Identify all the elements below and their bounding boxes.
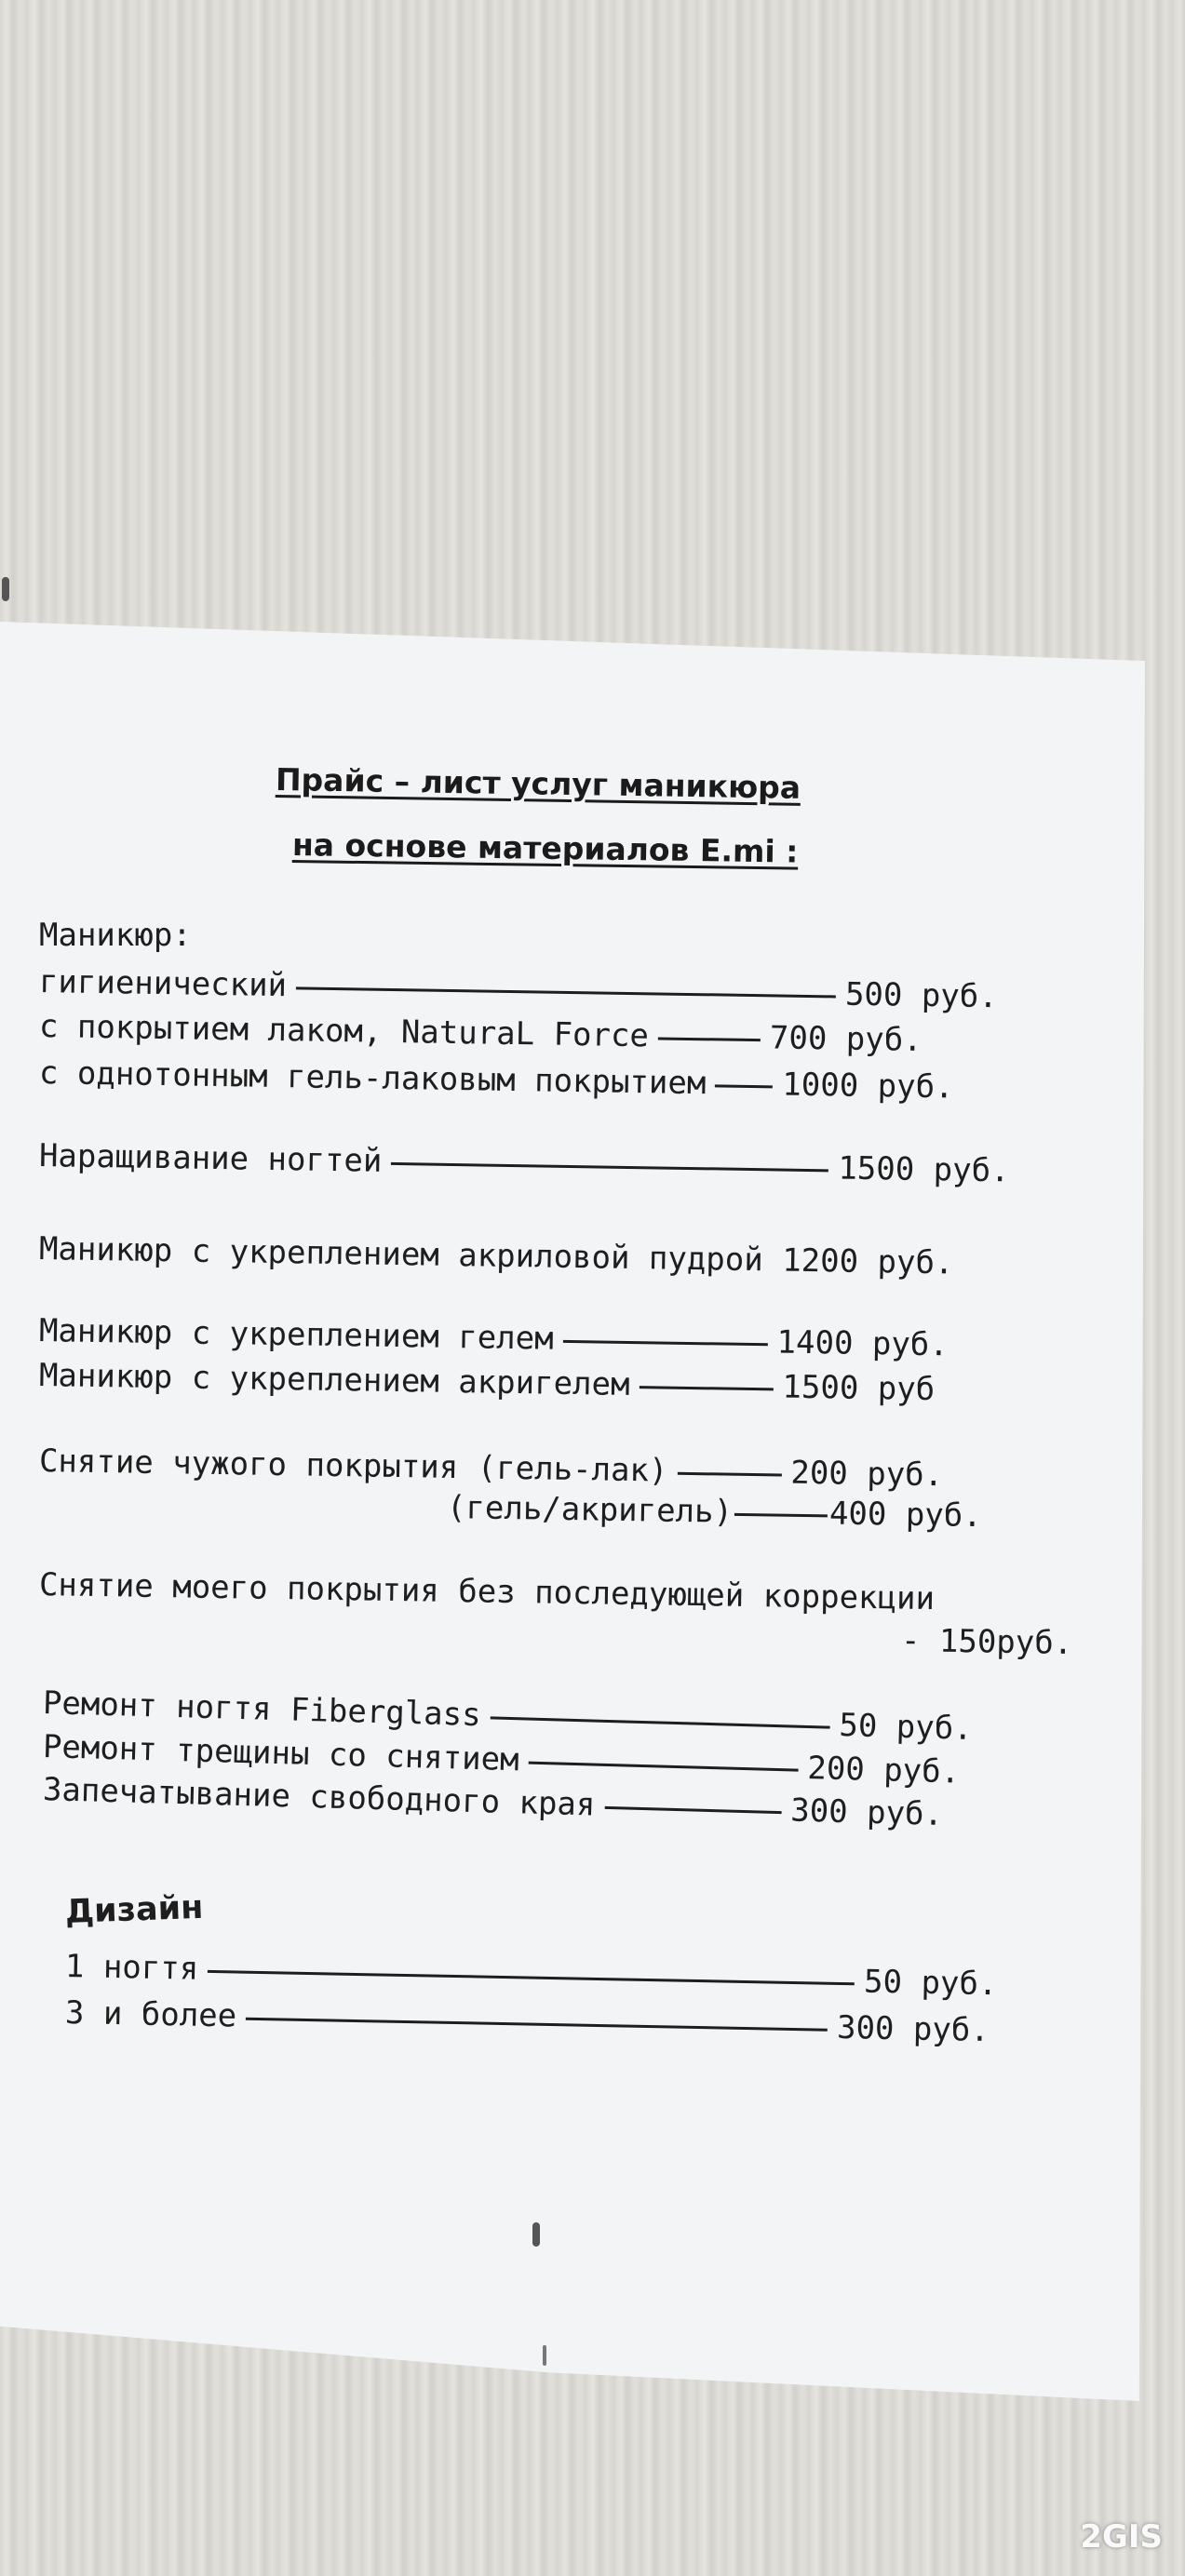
leader-line bbox=[604, 1805, 781, 1813]
leader-line bbox=[246, 2016, 828, 2031]
item-label: Маникюр с укреплением гелем bbox=[38, 1312, 554, 1358]
item-label: Снятие моего покрытия без последующей коррекции bbox=[38, 1566, 936, 1618]
leader-line bbox=[658, 1036, 761, 1041]
leader-line bbox=[208, 1968, 855, 1984]
leader-line bbox=[391, 1161, 828, 1171]
item-price: 300 руб. bbox=[836, 2008, 990, 2050]
item-price: 1000 руб. bbox=[782, 1066, 954, 1107]
item-price: 200 руб. bbox=[790, 1454, 944, 1495]
item-label: 3 и более bbox=[64, 1994, 237, 2035]
item-label: с однотонным гель-лаковым покрытием bbox=[38, 1054, 707, 1103]
item-price: 200 руб. bbox=[806, 1749, 961, 1791]
leader-line bbox=[528, 1760, 798, 1771]
leader-line bbox=[491, 1715, 830, 1728]
item-price: 50 руб. bbox=[863, 1963, 998, 2004]
pin-icon bbox=[2, 577, 9, 601]
item-label: Маникюр с укреплением акриловой пудрой bbox=[38, 1230, 764, 1280]
item-label: Маникюр с укреплением акригелем bbox=[38, 1357, 630, 1403]
item-label: Снятие чужого покрытия (гель-лак) bbox=[38, 1442, 668, 1490]
item-label: с покрытием лаком, NaturaL Force bbox=[38, 1008, 650, 1055]
item-label: Ремонт ногтя Fiberglass bbox=[42, 1684, 482, 1735]
item-price: 1400 руб. bbox=[776, 1323, 949, 1364]
pin-icon bbox=[532, 2222, 540, 2247]
leader-line bbox=[563, 1338, 768, 1345]
item-price: 50 руб. bbox=[838, 1706, 974, 1748]
item-price: 1500 руб. bbox=[838, 1149, 1010, 1190]
page-title-line-1: Прайс – лист услуг маникюра bbox=[275, 761, 801, 806]
section-heading-manicure: Маникюр: bbox=[39, 917, 192, 954]
page-title-line-2: на основе материалов E.mi : bbox=[291, 826, 799, 870]
item-label: Запечатывание свободного края bbox=[42, 1771, 596, 1824]
item-label: 1 ногтя bbox=[64, 1948, 199, 1988]
leader-line bbox=[639, 1385, 773, 1390]
item-price: 1500 руб bbox=[782, 1368, 936, 1409]
item-label: гигиенический bbox=[38, 963, 288, 1005]
section-heading-design: Дизайн bbox=[64, 1888, 204, 1931]
item-price: 500 руб. bbox=[844, 975, 999, 1016]
leader-line bbox=[715, 1083, 773, 1088]
leader-line bbox=[296, 986, 836, 998]
item-price: 1200 руб. bbox=[781, 1241, 954, 1282]
pin-icon bbox=[543, 2345, 546, 2366]
leader-line bbox=[734, 1511, 828, 1517]
item-price: 700 руб. bbox=[769, 1019, 922, 1059]
item-label: Ремонт трещины со снятием bbox=[42, 1728, 520, 1779]
watermark-logo: 2GIS bbox=[1080, 2518, 1163, 2556]
price-item-removal-own-price: - 150руб. bbox=[900, 1622, 1073, 1662]
item-price: 400 руб. bbox=[828, 1495, 983, 1536]
leader-line bbox=[677, 1470, 781, 1476]
item-label: Наращивание ногтей bbox=[38, 1137, 383, 1180]
item-price: 300 руб. bbox=[789, 1791, 944, 1834]
item-label: (гель/акригель) bbox=[446, 1489, 734, 1531]
